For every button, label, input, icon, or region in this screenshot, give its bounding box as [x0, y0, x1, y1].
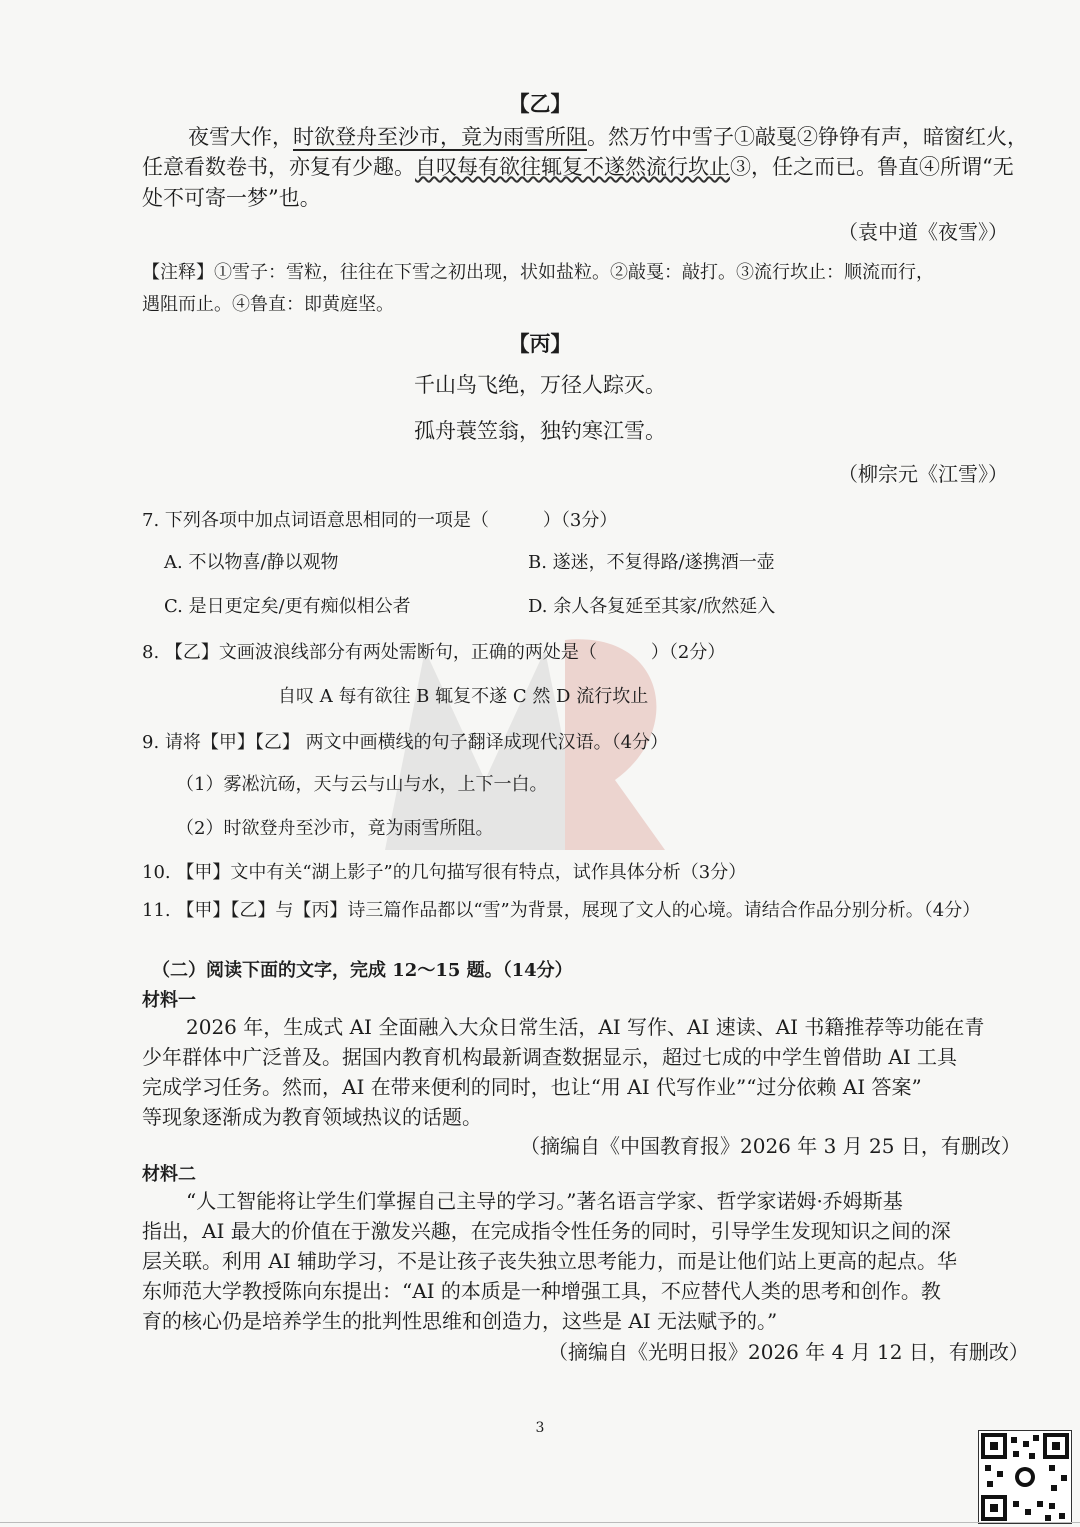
yi-line-2 — [142, 150, 1014, 184]
poem-line-1: 千山鸟飞绝，万径人踪灭。 — [414, 373, 666, 397]
question-9: 9. 请将【甲】【乙】 两文中画横线的句子翻译成现代汉语。（4分） — [142, 732, 669, 753]
m1-line-2: 少年群体中广泛普及。据国内教育机构最新调查数据显示，超过七成的中学生曾借助 AI 工具 — [142, 1045, 958, 1069]
qr-code-icon — [978, 1430, 1072, 1524]
m2-line-2: 指出，AI 最大的价值在于激发兴趣，在完成指令性任务的同时，引导学生发现知识之间的深 — [142, 1219, 951, 1243]
q7-option-c: C. 是日更定矣/更有痴似相公者 — [164, 596, 411, 617]
m2-line-5: 育的核心仍是培养学生的批判性思维和创造力，这些是 AI 无法赋予的。” — [142, 1309, 778, 1333]
material-1-title: 材料一 — [142, 990, 196, 1011]
yi-line2-wavy: 自叹每有欲往辄复不遂然流行坎止 — [415, 155, 730, 179]
m1-line-4: 等现象逐渐成为教育领域热议的话题。 — [142, 1105, 482, 1129]
question-7: 7. 下列各项中加点词语意思相同的一项是（ ）（3分） — [142, 510, 618, 531]
section-yi-heading: 【乙】 — [508, 91, 572, 116]
q7-option-b: B. 遂迷，不复得路/遂携酒一壶 — [528, 552, 775, 573]
bing-source: （柳宗元《江雪》） — [838, 462, 1008, 486]
yi-line-1 — [188, 120, 1028, 154]
yi-line1-post: 。然万竹中雪子①敲戛②铮铮有声，暗窗红火， — [587, 125, 1028, 149]
part2-heading: （二）阅读下面的文字，完成 12～15 题。（14分） — [152, 960, 573, 981]
m1-source: （摘编自《中国教育报》2026 年 3 月 25 日，有删改） — [520, 1134, 1021, 1158]
m1-line-1: 2026 年，生成式 AI 全面融入大众日常生活，AI 写作、AI 速读、AI 书籍推荐等功能在青 — [186, 1015, 985, 1039]
yi-source: （袁中道《夜雪》） — [838, 220, 1008, 244]
yi-line1-pre: 夜雪大作， — [188, 125, 293, 149]
m2-source: （摘编自《光明日报》2026 年 4 月 12 日，有删改） — [548, 1340, 1029, 1364]
question-8: 8. 【乙】文画波浪线部分有两处需断句，正确的两处是（ ）（2分） — [142, 642, 726, 663]
section-bing-heading: 【丙】 — [508, 331, 572, 356]
m1-line-3: 完成学习任务。然而，AI 在带来便利的同时，也让“用 AI 代写作业”“过分依赖 AI 答案” — [142, 1075, 922, 1099]
yi-line1-underlined: 时欲登舟至沙市，竟为雨雪所阻 — [293, 125, 587, 149]
question-11: 11. 【甲】【乙】与【丙】诗三篇作品都以“雪”为背景，展现了文人的心境。请结合作品分别分析。（4分） — [142, 900, 981, 921]
q7-option-d: D. 余人各复延至其家/欣然延入 — [528, 596, 776, 617]
m2-line-3: 层关联。利用 AI 辅助学习，不是让孩子丧失独立思考能力，而是让他们站上更高的起点。华 — [142, 1249, 958, 1273]
material-2-title: 材料二 — [142, 1164, 196, 1185]
yi-notes-line-1: 【注释】①雪子：雪粒，往往在下雪之初出现，状如盐粒。②敲戛：敲打。③流行坎止：顺流而行， — [142, 262, 934, 283]
yi-line-3: 处不可寄一梦”也。 — [142, 186, 321, 210]
page-number: 3 — [535, 1420, 545, 1436]
yi-notes-line-2: 遇阻而止。④鲁直：即黄庭坚。 — [142, 294, 394, 315]
yi-line2-pre: 任意看数卷书，亦复有少趣。 — [142, 155, 415, 179]
m2-line-1: “人工智能将让学生们掌握自己主导的学习。”著名语言学家、哲学家诺姆·乔姆斯基 — [186, 1189, 903, 1213]
q9-item-2: （2）时欲登舟至沙市，竟为雨雪所阻。 — [176, 818, 494, 839]
q9-item-1: （1）雾凇沆砀，天与云与山与水，上下一白。 — [176, 774, 548, 795]
bottom-rule — [0, 1522, 1080, 1523]
q7-option-a: A. 不以物喜/静以观物 — [164, 552, 339, 573]
poem-line-2: 孤舟蓑笠翁，独钓寒江雪。 — [414, 419, 666, 443]
m2-line-4: 东师范大学教授陈向东提出：“AI 的本质是一种增强工具，不应替代人类的思考和创作。教 — [142, 1279, 941, 1303]
q8-sentence: 自叹 A 每有欲往 B 辄复不遂 C 然 D 流行坎止 — [278, 686, 649, 707]
yi-line2-post: ③，任之而已。鲁直④所谓“无 — [730, 155, 1014, 179]
question-10: 10. 【甲】文中有关“湖上影子”的几句描写很有特点，试作具体分析（3分） — [142, 862, 747, 883]
